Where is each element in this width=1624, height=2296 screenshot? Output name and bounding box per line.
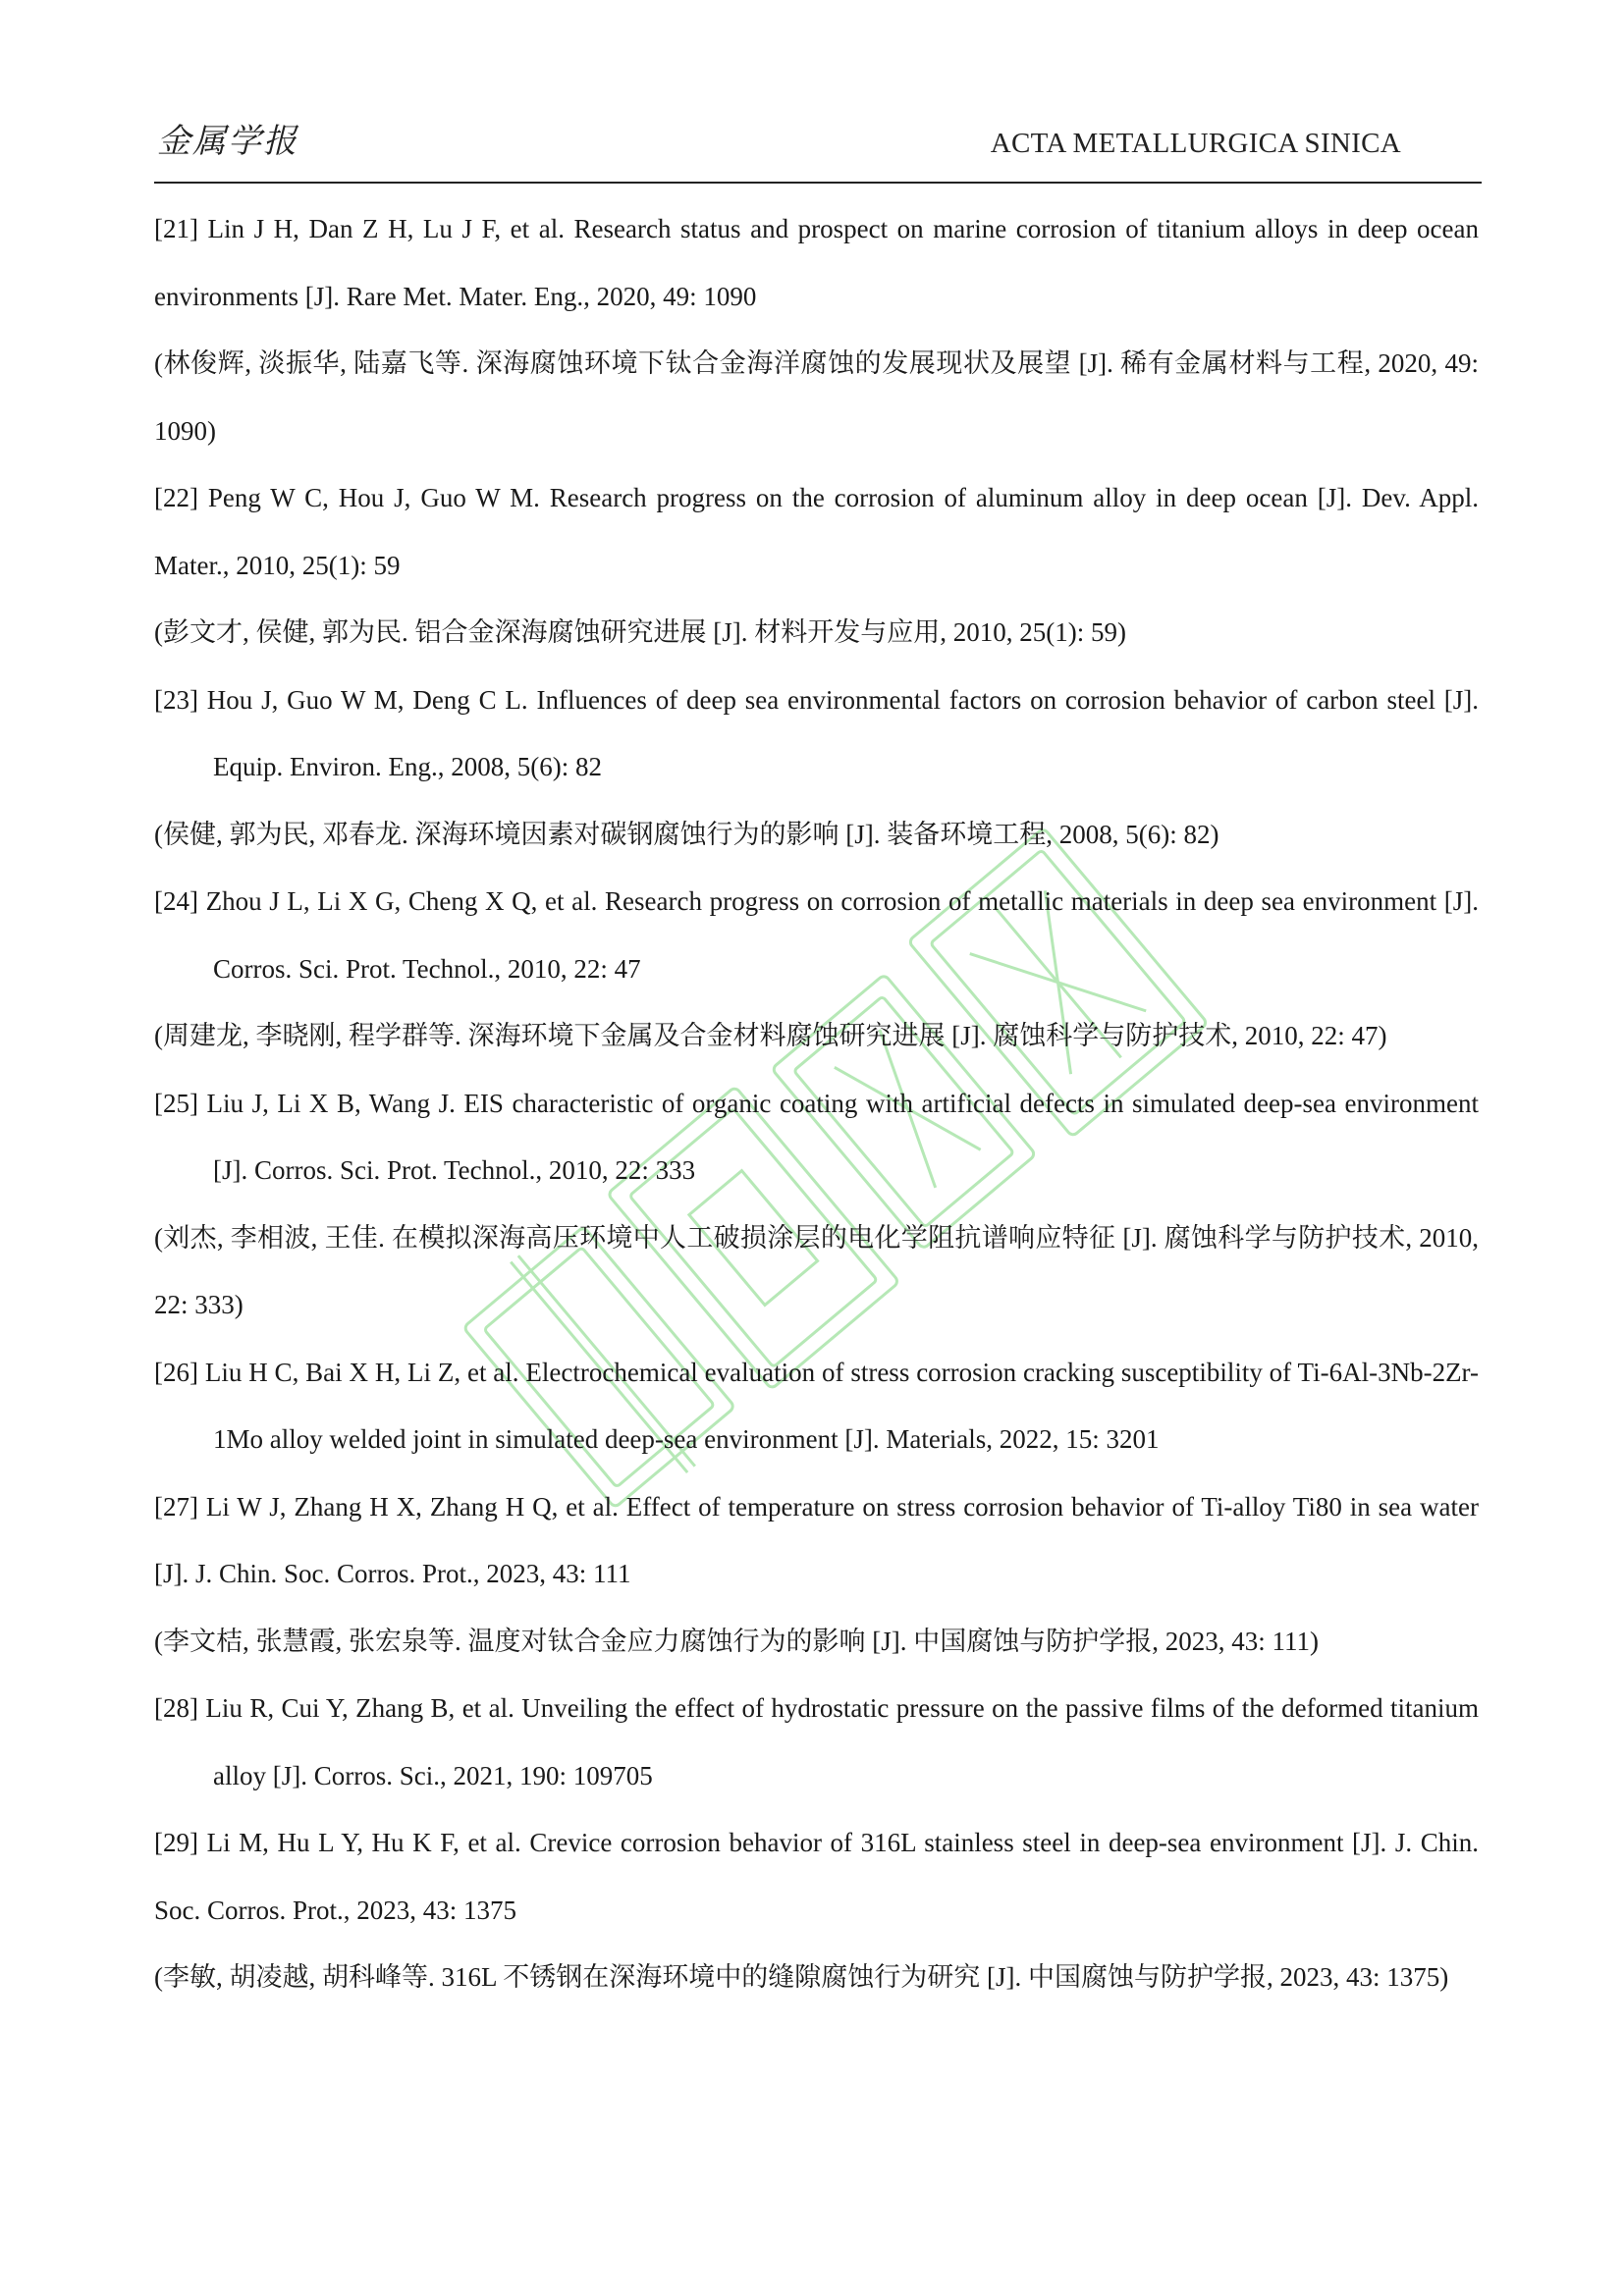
reference-entry-translation: (周建龙, 李晓刚, 程学群等. 深海环境下金属及合金材料腐蚀研究进展 [J]. 腐蚀科学与防护技术, 2010, 22: 47) [154,1021,1387,1050]
reference-entry: [22] Peng W C, Hou J, Guo W M. Research progress on the corrosion of aluminum alloy in deep ocean [J]. Dev. Appl. Mater., 2010, 25(1): 59 [154,483,1479,580]
journal-name: ACTA METALLURGICA SINICA [990,128,1401,159]
reference-entry: [24] Zhou J L, Li X G, Cheng X Q, et al. Research progress on corrosion of metallic materials in deep sea environment [J]. Corros. Sci. Prot. Technol., 2010, 22: 47 [154,886,1479,984]
reference-entry-translation: (侯健, 郭为民, 邓春龙. 深海环境因素对碳钢腐蚀行为的影响 [J]. 装备环境工程, 2008, 5(6): 82) [154,819,1219,849]
header-divider [154,182,1482,184]
reference-list [154,195,1479,2011]
reference-entry: [21] Lin J H, Dan Z H, Lu J F, et al. Research status and prospect on marine corrosion of titanium alloys in deep ocean environments [J]. Rare Met. Mater. Eng., 2020, 49: 1090 [154,214,1479,311]
reference-entry-translation: (刘杰, 李相波, 王佳. 在模拟深海高压环境中人工破损涂层的电化学阻抗谱响应特征 [J]. 腐蚀科学与防护技术, 2010, 22: 333) [154,1222,1479,1319]
reference-entry: [29] Li M, Hu L Y, Hu K F, et al. Crevice corrosion behavior of 316L stainless steel in deep-sea environment [J]. J. Chin. Soc. Corros. Prot., 2023, 43: 1375 [154,1828,1479,1925]
reference-entry-translation: (李敏, 胡凌越, 胡科峰等. 316L 不锈钢在深海环境中的缝隙腐蚀行为研究 [J]. 中国腐蚀与防护学报, 2023, 43: 1375) [154,1962,1449,1992]
reference-entry: [26] Liu H C, Bai X H, Li Z, et al. Electrochemical evaluation of stress corrosion cracking susceptibility of Ti-6Al-3Nb-2Zr-1Mo alloy welded joint in simulated deep-sea environment [J]. Materials, 2022, 15: 3201 [154,1357,1479,1454]
reference-entry: [28] Liu R, Cui Y, Zhang B, et al. Unveiling the effect of hydrostatic pressure on the passive films of the deformed titanium alloy [J]. Corros. Sci., 2021, 190: 109705 [154,1693,1479,1790]
reference-entry-translation: (林俊辉, 淡振华, 陆嘉飞等. 深海腐蚀环境下钛合金海洋腐蚀的发展现状及展望 [J]. 稀有金属材料与工程, 2020, 49: 1090) [154,348,1479,446]
reference-entry: [25] Liu J, Li X B, Wang J. EIS characteristic of organic coating with artificial defects in simulated deep-sea environment [J]. Corros. Sci. Prot. Technol., 2010, 22: 333 [154,1088,1479,1185]
reference-entry-translation: (李文桔, 张慧霞, 张宏泉等. 温度对钛合金应力腐蚀行为的影响 [J]. 中国腐蚀与防护学报, 2023, 43: 111) [154,1626,1319,1656]
reference-entry: [27] Li W J, Zhang H X, Zhang H Q, et al. Effect of temperature on stress corrosion behavior of Ti-alloy Ti80 in sea water [J]. J. Chin. Soc. Corros. Prot., 2023, 43: 111 [154,1491,1479,1588]
journal-logo: 金属学报 [157,122,298,161]
reference-entry-translation: (彭文才, 侯健, 郭为民. 铝合金深海腐蚀研究进展 [J]. 材料开发与应用, 2010, 25(1): 59) [154,617,1126,647]
reference-entry: [23] Hou J, Guo W M, Deng C L. Influences of deep sea environmental factors on corrosion behavior of carbon steel [J]. Equip. Environ. Eng., 2008, 5(6): 82 [154,684,1479,781]
